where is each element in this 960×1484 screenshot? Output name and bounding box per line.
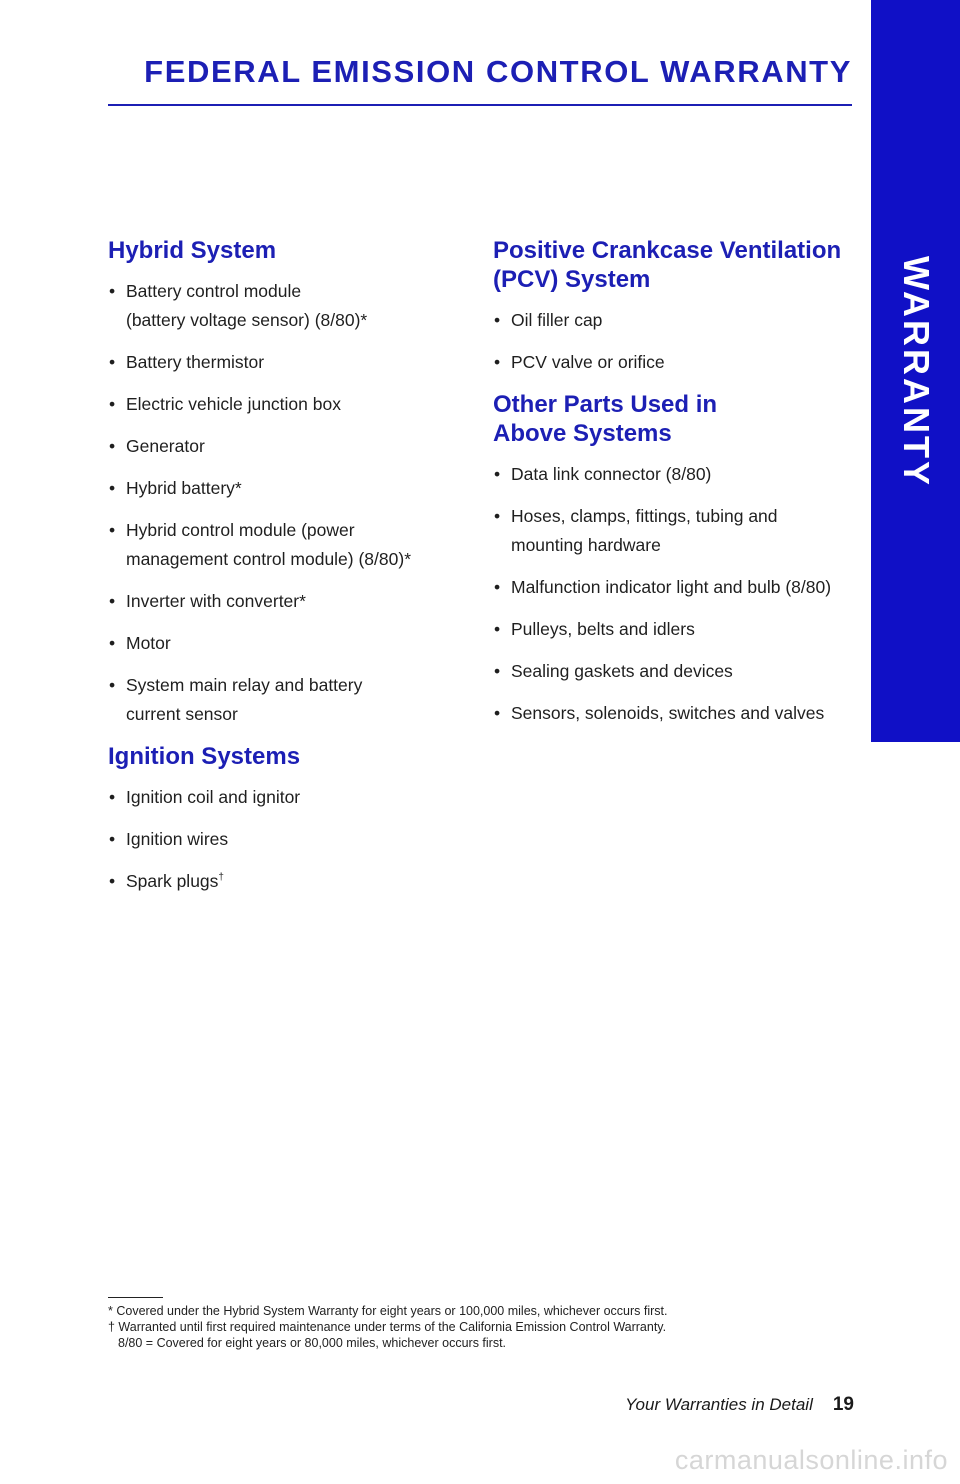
other-parts-heading: Other Parts Used in Above Systems xyxy=(493,391,718,447)
other-parts-section xyxy=(493,390,853,728)
list-item: • Ignition coil and ignitor xyxy=(108,783,448,812)
list-item: • Sealing gaskets and devices xyxy=(493,657,853,686)
hybrid-system-heading: Hybrid System xyxy=(108,237,277,264)
list-item xyxy=(108,867,448,896)
side-tab-label: WARRANTY xyxy=(895,256,937,488)
footnote-asterisk: * Covered under the Hybrid System Warranty for eight years or 100,000 miles, whichever occurs first. xyxy=(108,1304,668,1318)
list-item: • Oil filler cap xyxy=(493,306,853,335)
section-side-tab xyxy=(871,0,960,742)
list-item: • Hoses, clamps, fittings, tubing and mounting hardware xyxy=(493,502,853,560)
list-item: • Battery control module (battery voltage sensor) (8/80)* xyxy=(108,277,448,335)
hybrid-system-list xyxy=(108,277,448,729)
list-item-text: Spark plugs xyxy=(126,871,219,891)
list-item: • Data link connector (8/80) xyxy=(493,460,853,489)
ignition-systems-list xyxy=(108,783,448,896)
title-underline xyxy=(108,104,852,106)
list-item: • Hybrid control module (power management control module) (8/80)* xyxy=(108,516,448,574)
list-item: • PCV valve or orifice xyxy=(493,348,853,377)
left-column xyxy=(108,236,448,909)
footnote-dagger: † Warranted until first required maintenance under terms of the California Emission Control Warranty. xyxy=(108,1320,667,1334)
list-item: • System main relay and battery current sensor xyxy=(108,671,448,729)
footnote-8-80: 8/80 = Covered for eight years or 80,000 miles, whichever occurs first. xyxy=(118,1336,507,1350)
list-item: • Electric vehicle junction box xyxy=(108,390,448,419)
ignition-systems-heading: Ignition Systems xyxy=(108,743,301,770)
hybrid-system-section xyxy=(108,236,448,729)
ignition-systems-section xyxy=(108,742,448,896)
list-item: • Hybrid battery* xyxy=(108,474,448,503)
list-item: • Malfunction indicator light and bulb (8/80) xyxy=(493,573,853,602)
page-footer xyxy=(625,1394,854,1416)
list-item: • Battery thermistor xyxy=(108,348,448,377)
page-number: 19 xyxy=(832,1394,854,1415)
other-parts-list xyxy=(493,460,853,728)
pcv-system-list xyxy=(493,306,853,377)
footnotes xyxy=(108,1303,848,1351)
list-item: • Sensors, solenoids, switches and valves xyxy=(493,699,853,728)
list-item: • Ignition wires xyxy=(108,825,448,854)
pcv-system-section xyxy=(493,236,853,377)
list-item: • Pulleys, belts and idlers xyxy=(493,615,853,644)
watermark: carmanualsonline.info xyxy=(674,1445,948,1475)
pcv-system-heading: Positive Crankcase Ventilation (PCV) System xyxy=(493,237,842,293)
list-item: • Generator xyxy=(108,432,448,461)
list-item: • Inverter with converter* xyxy=(108,587,448,616)
footer-label: Your Warranties in Detail xyxy=(625,1395,813,1414)
list-item: • Motor xyxy=(108,629,448,658)
footnote-divider xyxy=(108,1297,163,1298)
right-column xyxy=(493,236,853,741)
page-title: FEDERAL EMISSION CONTROL WARRANTY xyxy=(144,54,852,89)
dagger-footnote-mark: † xyxy=(218,872,224,884)
